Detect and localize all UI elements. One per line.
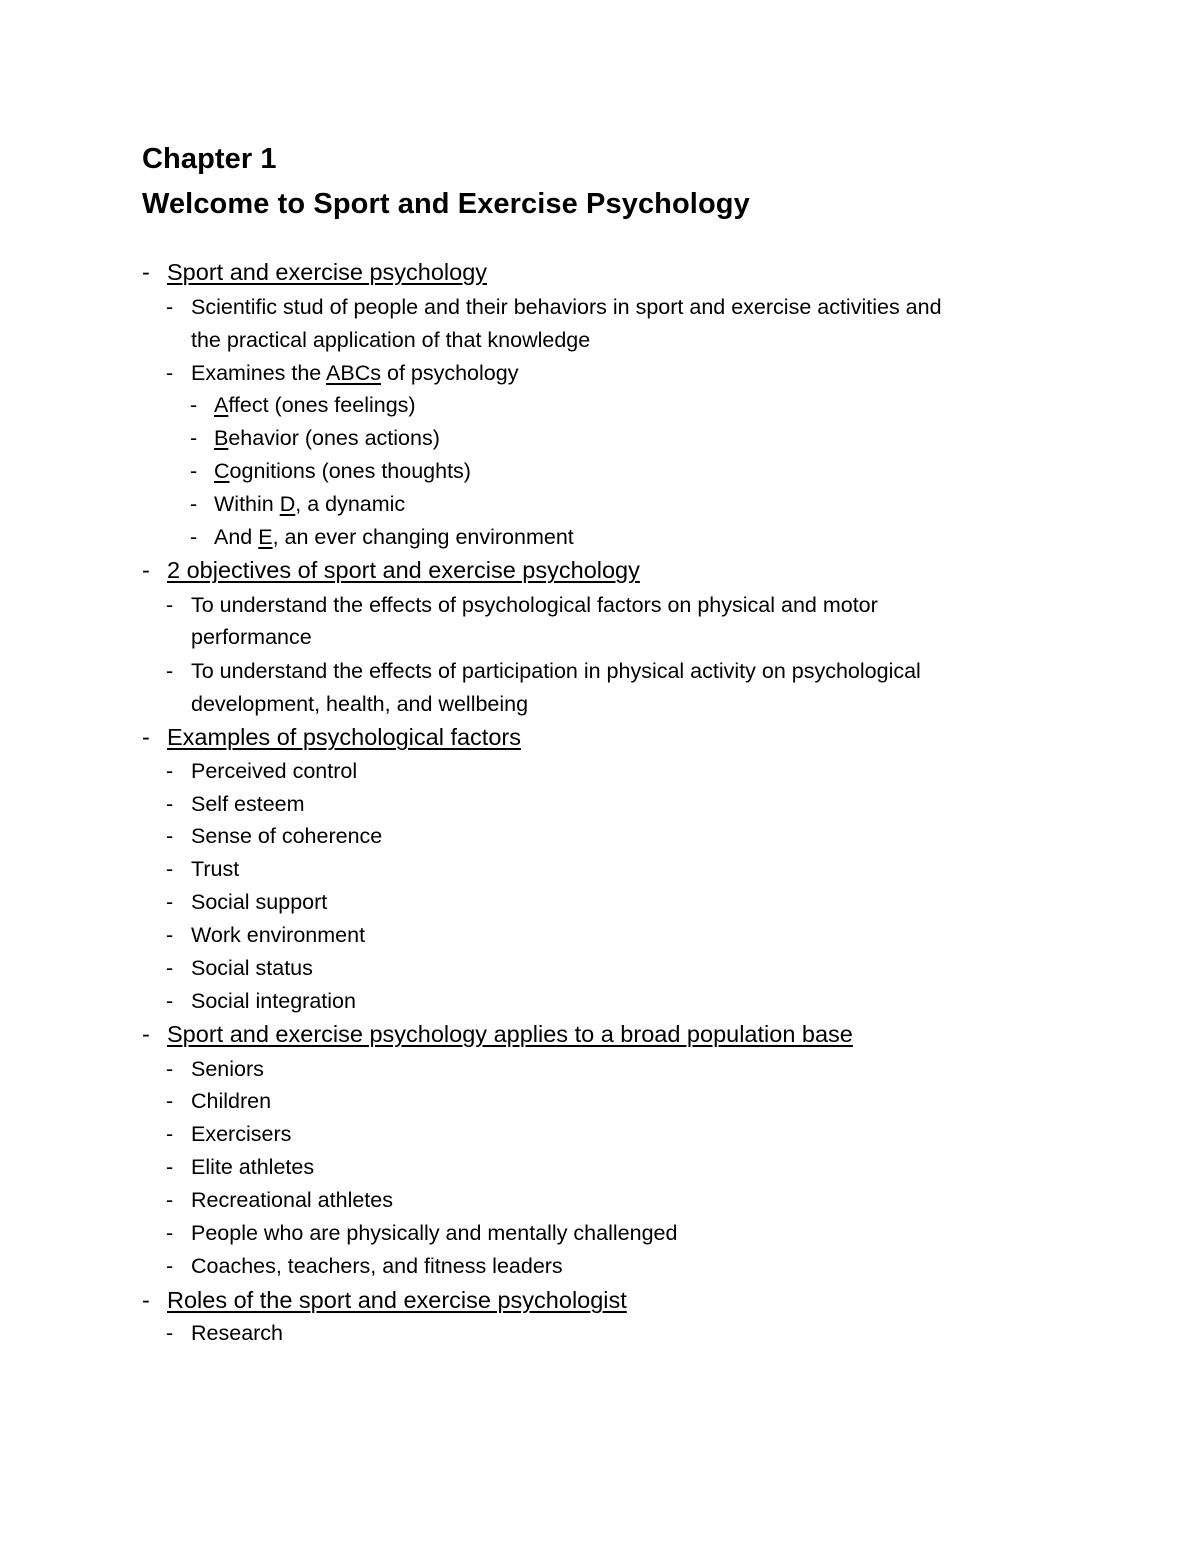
list-item-text: People who are physically and mentally challenged xyxy=(191,1221,678,1245)
dash-bullet: - xyxy=(166,1057,174,1081)
list-item xyxy=(166,1217,677,1250)
list-item xyxy=(166,1151,314,1184)
dash-bullet: - xyxy=(142,557,150,583)
dash-bullet: - xyxy=(166,1155,174,1179)
list-item xyxy=(166,655,921,688)
dash-bullet: - xyxy=(142,1287,150,1313)
list-item-text: To understand the effects of psychological factors on physical and motor xyxy=(191,593,878,617)
list-item-text: Elite athletes xyxy=(191,1155,315,1179)
list-item xyxy=(190,488,405,521)
dash-bullet: - xyxy=(166,659,174,683)
list-item-text: ehavior (ones actions) xyxy=(228,426,440,450)
abc-letter: B xyxy=(214,426,229,450)
list-item-text: Coaches, teachers, and fitness leaders xyxy=(191,1254,563,1278)
section-heading-roles xyxy=(142,1284,627,1317)
list-item-text: ognitions (ones thoughts) xyxy=(229,459,471,483)
list-item-continuation: the practical application of that knowledge xyxy=(191,328,591,352)
dash-bullet: - xyxy=(166,857,174,881)
section-heading-text: 2 objectives of sport and exercise psychology xyxy=(167,557,640,583)
abcs-term: ABCs xyxy=(326,361,382,385)
list-item-continuation: development, health, and wellbeing xyxy=(191,692,529,716)
list-item xyxy=(190,422,440,455)
dash-bullet: - xyxy=(190,426,198,450)
dash-bullet: - xyxy=(166,890,174,914)
dash-bullet: - xyxy=(166,361,174,385)
dash-bullet: - xyxy=(190,492,198,516)
list-item xyxy=(166,589,878,622)
list-item xyxy=(166,755,357,788)
dash-bullet: - xyxy=(166,1188,174,1212)
dash-bullet: - xyxy=(166,792,174,816)
dash-bullet: - xyxy=(166,824,174,848)
list-item-text: Sense of coherence xyxy=(191,824,383,848)
list-item-text: To understand the effects of participation in physical activity on psychological xyxy=(191,659,921,683)
list-item-text: And xyxy=(214,525,259,549)
list-item-text: Social support xyxy=(191,890,328,914)
section-heading-text: Examples of psychological factors xyxy=(167,724,521,750)
dash-bullet: - xyxy=(166,989,174,1013)
list-item xyxy=(166,1317,283,1350)
list-item xyxy=(166,1085,271,1118)
list-item-text: Social integration xyxy=(191,989,356,1013)
list-item-continuation: performance xyxy=(191,625,312,649)
dash-bullet: - xyxy=(166,1254,174,1278)
dash-bullet: - xyxy=(190,525,198,549)
chapter-subtitle: Welcome to Sport and Exercise Psychology xyxy=(142,188,750,220)
section-heading-text: Sport and exercise psychology xyxy=(167,259,488,285)
list-item-text: Examines the xyxy=(191,361,327,385)
list-item-text: Self esteem xyxy=(191,792,305,816)
list-item-text: Research xyxy=(191,1321,284,1345)
list-item-text: Perceived control xyxy=(191,759,358,783)
abc-letter: E xyxy=(258,525,273,549)
abc-letter: D xyxy=(279,492,296,516)
abc-letter: C xyxy=(214,459,230,483)
list-item xyxy=(166,919,365,952)
list-item-text: Seniors xyxy=(191,1057,264,1081)
list-item xyxy=(166,788,305,821)
dash-bullet: - xyxy=(166,1122,174,1146)
dash-bullet: - xyxy=(166,593,174,617)
list-item-text: Social status xyxy=(191,956,313,980)
dash-bullet: - xyxy=(166,956,174,980)
section-heading-text: Roles of the sport and exercise psychologist xyxy=(167,1287,627,1313)
list-item xyxy=(166,1053,264,1086)
list-item xyxy=(190,521,574,554)
list-item xyxy=(166,1184,393,1217)
list-item-text: , a dynamic xyxy=(295,492,406,516)
dash-bullet: - xyxy=(166,759,174,783)
dash-bullet: - xyxy=(166,295,174,319)
dash-bullet: - xyxy=(166,923,174,947)
list-item-text: ffect (ones feelings) xyxy=(228,393,416,417)
section-heading-sport-exercise-psychology xyxy=(142,256,487,289)
list-item xyxy=(166,291,942,324)
section-heading-population-base xyxy=(142,1018,853,1051)
list-item xyxy=(166,1118,291,1151)
list-item xyxy=(166,357,518,390)
list-item xyxy=(190,389,416,422)
list-item xyxy=(166,886,327,919)
list-item-text: Work environment xyxy=(191,923,366,947)
section-heading-text: Sport and exercise psychology applies to a broad population base xyxy=(167,1021,853,1047)
chapter-title: Chapter 1 xyxy=(142,143,277,175)
dash-bullet: - xyxy=(142,259,150,285)
list-item-text: Exercisers xyxy=(191,1122,292,1146)
list-item-text: of psychology xyxy=(381,361,519,385)
dash-bullet: - xyxy=(166,1089,174,1113)
dash-bullet: - xyxy=(190,459,198,483)
dash-bullet: - xyxy=(142,1021,150,1047)
dash-bullet: - xyxy=(190,393,198,417)
list-item-text: Within xyxy=(214,492,280,516)
dash-bullet: - xyxy=(142,724,150,750)
dash-bullet: - xyxy=(166,1321,174,1345)
section-heading-psychological-factors xyxy=(142,721,521,754)
list-item-text: Trust xyxy=(191,857,240,881)
list-item-text: Children xyxy=(191,1089,272,1113)
list-item xyxy=(166,985,356,1018)
section-heading-objectives xyxy=(142,554,640,587)
abc-letter: A xyxy=(214,393,229,417)
dash-bullet: - xyxy=(166,1221,174,1245)
list-item xyxy=(166,952,313,985)
list-item-text: Scientific stud of people and their behaviors in sport and exercise activities and xyxy=(191,295,942,319)
list-item xyxy=(166,1250,563,1283)
list-item xyxy=(166,820,382,853)
list-item xyxy=(190,455,471,488)
list-item-text: , an ever changing environment xyxy=(272,525,574,549)
list-item xyxy=(166,853,239,886)
list-item-text: Recreational athletes xyxy=(191,1188,393,1212)
